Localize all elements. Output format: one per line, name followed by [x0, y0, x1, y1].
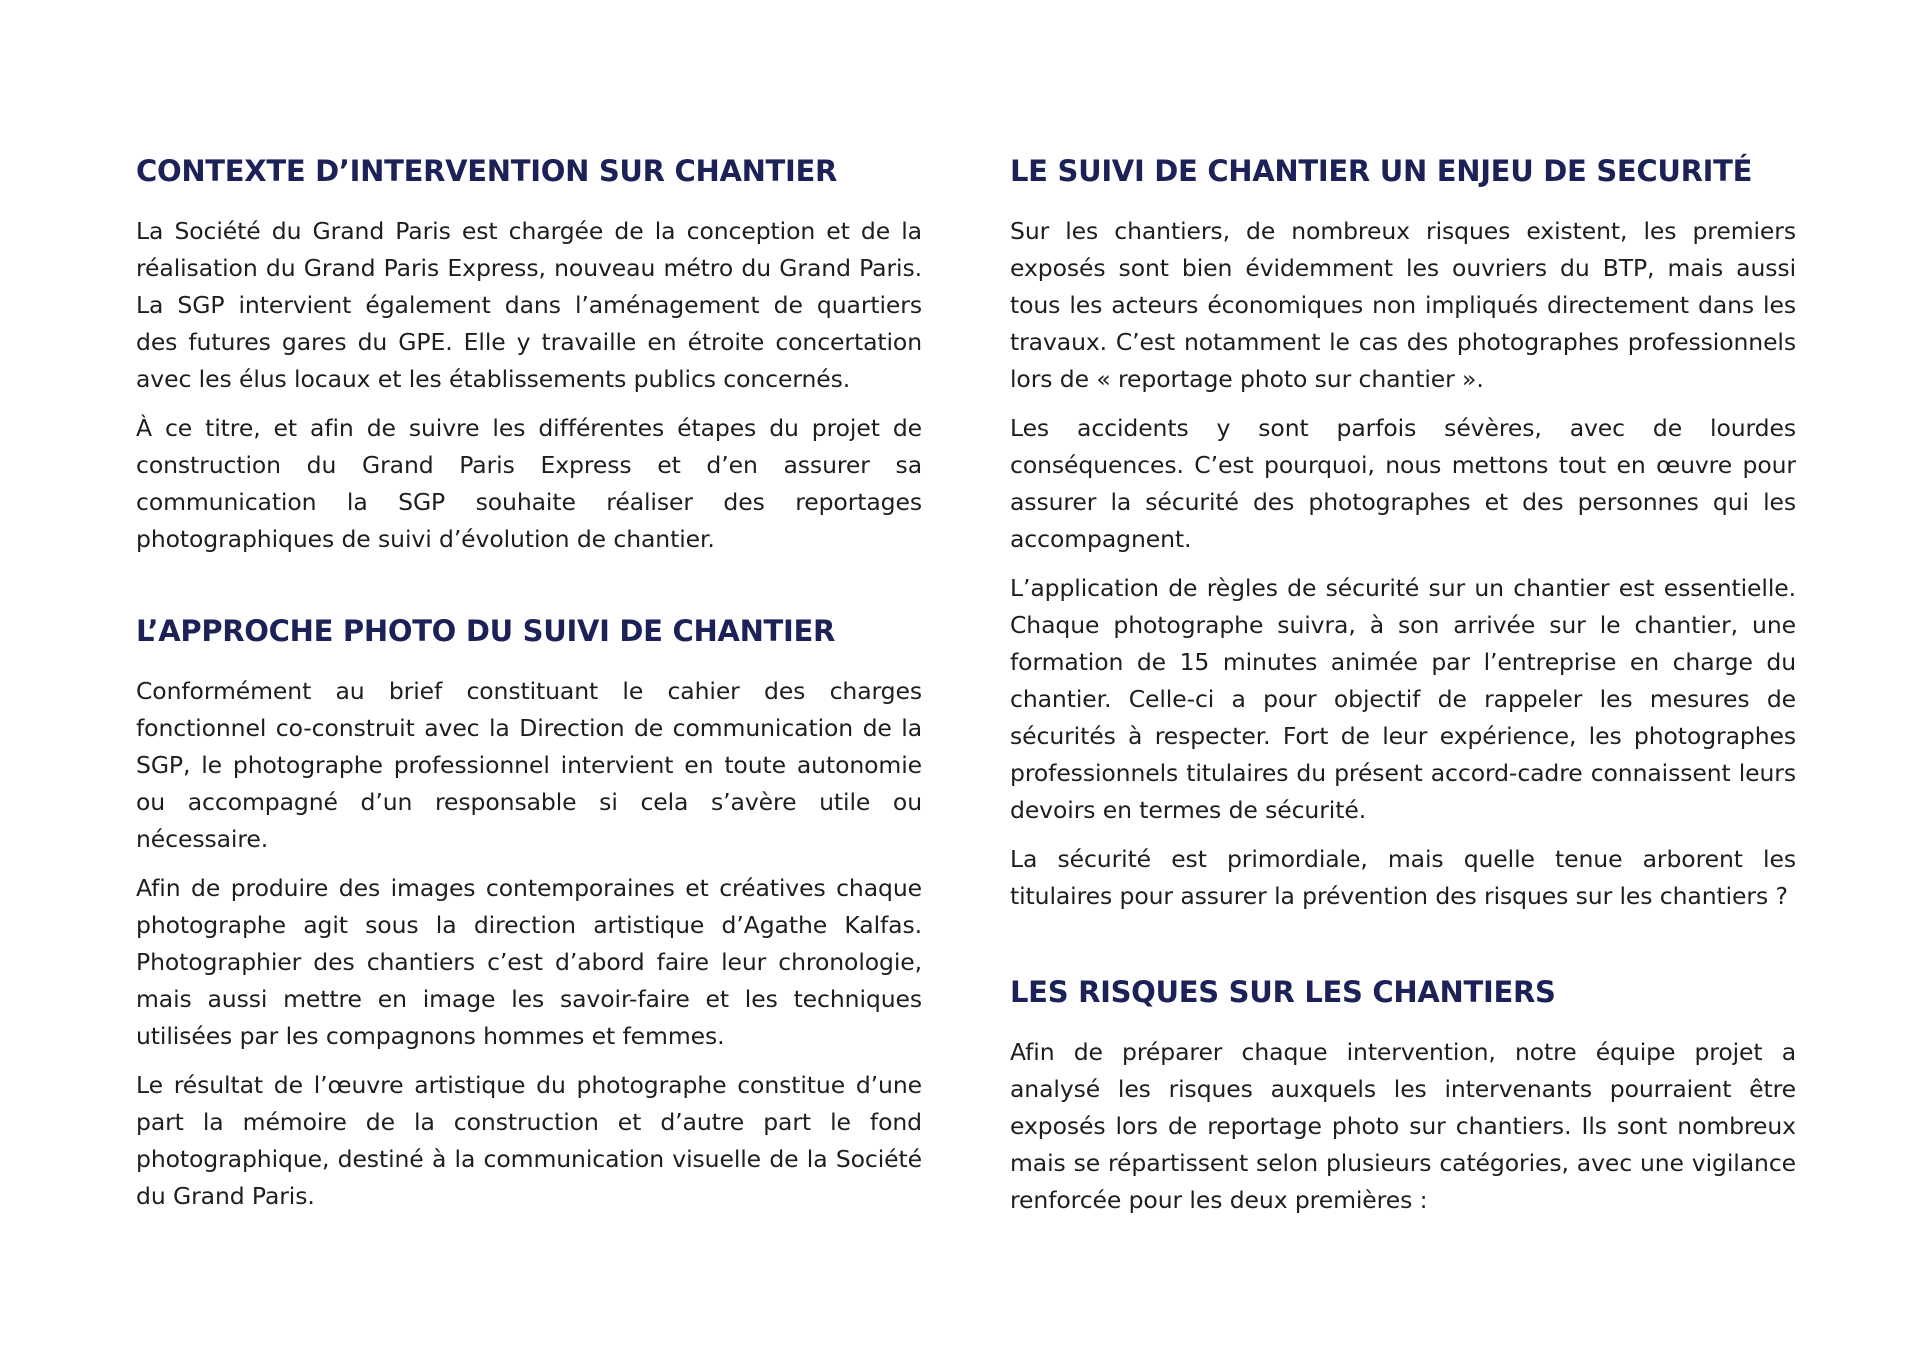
- section-heading: L’APPROCHE PHOTO DU SUIVI DE CHANTIER: [136, 614, 836, 648]
- left-column: [136, 148, 922, 1215]
- section-approche-photo: [136, 608, 922, 1215]
- section-enjeu-securite: [1010, 148, 1796, 915]
- paragraph: Afin de produire des images contemporaines et créatives chaque photographe agit sous la direction artistique d’Agathe Kalfas. Photographier des chantiers c’est d’abord faire leur chronologie, mais aussi mettre en image les savoir-faire et les techniques utilisées par les compagnons hommes et femmes.: [136, 874, 922, 1050]
- section-risques-chantiers: [1010, 969, 1796, 1219]
- paragraph: À ce titre, et afin de suivre les différentes étapes du projet de construction du Grand Paris Express et d’en assurer sa communication la SGP souhaite réaliser des reportages photographiques de suivi d’évolution de chantier.: [136, 414, 922, 553]
- paragraph: Sur les chantiers, de nombreux risques existent, les premiers exposés sont bien évidemment les ouvriers du BTP, mais aussi tous les acteurs économiques non impliqués directement dans les travaux. C’est notamment le cas des photographes professionnels lors de « reportage photo sur chantier ».: [1010, 217, 1796, 393]
- paragraph: Les accidents y sont parfois sévères, avec de lourdes conséquences. C’est pourquoi, nous mettons tout en œuvre pour assurer la sécurité des photographes et des personnes qui les accompagnent.: [1010, 414, 1796, 553]
- paragraph: L’application de règles de sécurité sur un chantier est essentielle. Chaque photographe suivra, à son arrivée sur le chantier, une formation de 15 minutes animée par l’entreprise en charge du chantier. Celle-ci a pour objectif de rappeler les mesures de sécurités à respecter. Fort de leur expérience, les photographes professionnels titulaires du présent accord-cadre connaissent leurs devoirs en termes de sécurité.: [1010, 574, 1796, 824]
- paragraph: La Société du Grand Paris est chargée de la conception et de la réalisation du Grand Paris Express, nouveau métro du Grand Paris. La SGP intervient également dans l’aménagement de quartiers des futures gares du GPE. Elle y travaille en étroite concertation avec les élus locaux et les établissements publics concernés.: [136, 217, 922, 393]
- section-heading: CONTEXTE D’INTERVENTION SUR CHANTIER: [136, 154, 838, 188]
- section-heading: LE SUIVI DE CHANTIER UN ENJEU DE SECURITÉ: [1010, 154, 1753, 188]
- paragraph: Conformément au brief constituant le cahier des charges fonctionnel co-construit avec la Direction de communication de la SGP, le photographe professionnel intervient en toute autonomie ou accompagné d’un responsable si cela s’avère utile ou nécessaire.: [136, 677, 922, 853]
- section-contexte-intervention: [136, 148, 922, 558]
- right-column: [1010, 148, 1796, 1219]
- paragraph: Le résultat de l’œuvre artistique du photographe constitue d’une part la mémoire de la construction et d’autre part le fond photographique, destiné à la communication visuelle de la Société du Grand Paris.: [136, 1071, 922, 1210]
- section-heading: LES RISQUES SUR LES CHANTIERS: [1010, 975, 1556, 1009]
- paragraph: Afin de préparer chaque intervention, notre équipe projet a analysé les risques auxquels les intervenants pourraient être exposés lors de reportage photo sur chantiers. Ils sont nombreux mais se répartissent selon plusieurs catégories, avec une vigilance renforcée pour les deux premières :: [1010, 1038, 1796, 1214]
- paragraph: La sécurité est primordiale, mais quelle tenue arborent les titulaires pour assurer la prévention des risques sur les chantiers ?: [1010, 845, 1796, 910]
